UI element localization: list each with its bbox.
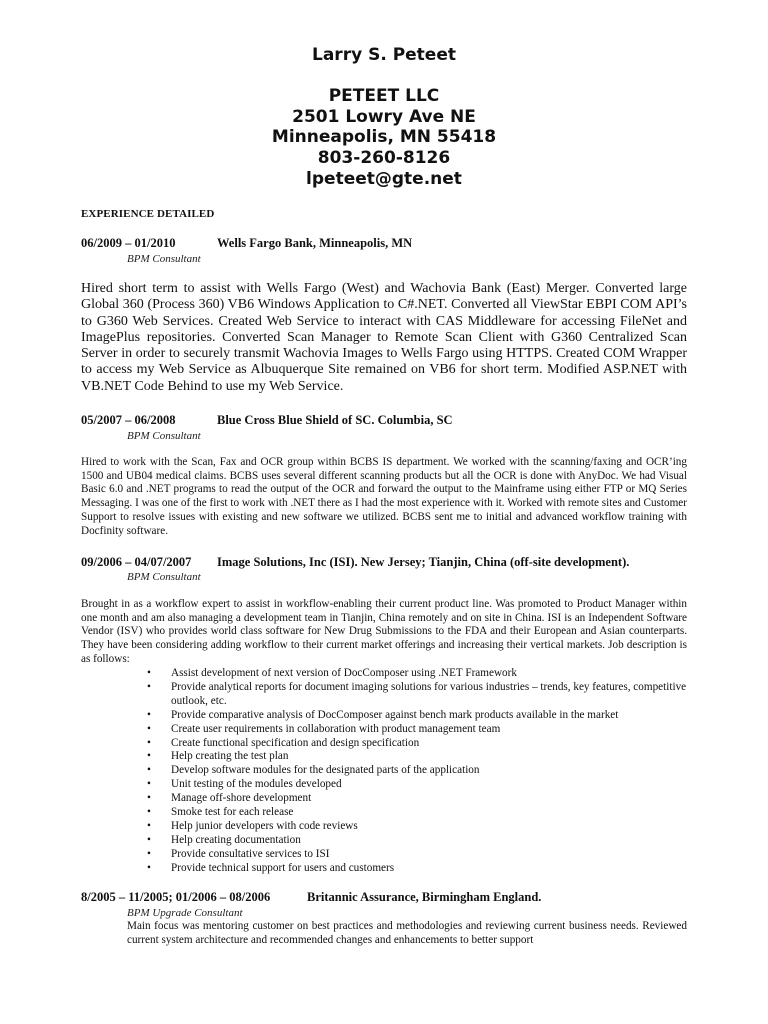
job-role: BPM Consultant — [127, 253, 201, 265]
list-item — [124, 681, 694, 709]
company-name: PETEET LLC — [328, 86, 440, 106]
job-description: Main focus was mentoring customer on best practices and methodologies and reviewing current business needs. Reviewed current system architecture and recommended changes and enhancements to better support — [127, 920, 687, 946]
bullet-icon: • — [147, 722, 151, 735]
job-role: BPM Consultant — [127, 571, 201, 583]
bullet-icon: • — [147, 819, 151, 832]
job-heading — [81, 236, 413, 251]
list-item — [124, 792, 694, 806]
phone-number: 803-260-8126 — [317, 148, 451, 168]
list-item-text: Assist development of next version of DocComposer using .NET Framework — [171, 667, 517, 679]
job-duties-list — [124, 667, 694, 876]
job-dates: 05/2007 – 06/2008 — [81, 413, 176, 427]
job-heading — [81, 890, 542, 905]
job-company: Wells Fargo Bank, Minneapolis, MN — [217, 236, 413, 250]
list-item-text: Help junior developers with code reviews — [171, 819, 358, 832]
list-item — [124, 806, 694, 820]
bullet-icon: • — [147, 847, 151, 860]
job-dates: 06/2009 – 01/2010 — [81, 236, 176, 250]
city-state-zip: Minneapolis, MN 55418 — [271, 127, 497, 147]
list-item — [124, 750, 694, 764]
list-item — [124, 709, 694, 723]
list-item — [124, 820, 694, 834]
list-item — [124, 862, 694, 876]
job-company: Britannic Assurance, Birmingham England. — [307, 890, 542, 904]
bullet-icon: • — [147, 708, 151, 721]
job-role: BPM Consultant — [127, 430, 201, 442]
list-item — [124, 667, 694, 681]
list-item-text: Smoke test for each release — [171, 806, 294, 819]
job-description: Hired short term to assist with Wells Fargo (West) and Wachovia Bank (East) Merger. Converted large Global 360 (Process 360) VB6 Windows Application to C#.NET. Converted all ViewStar EBPI COM API’s to G360 Web Services. Created Web Service to interact with CAS Middleware for accessing FileNet and ImagePlus repositories. Converted Scan Manager to Remote Scan Client with G360 Centralized Scan Server in order to securely transmit Wachovia Images to Wells Fargo using HTTPS. Created COM Wrapper to access my Web Service as Albuquerque Site remained on VB6 for short term. Modified ASP.NET with VB.NET Code Behind to use my Web Service. — [81, 281, 687, 394]
list-item — [124, 834, 694, 848]
list-item — [124, 848, 694, 862]
list-item-text: Manage off-shore development — [171, 792, 312, 805]
list-item-text: Provide consultative services to ISI — [171, 847, 330, 860]
list-item-text: Help creating the test plan — [171, 750, 289, 763]
list-item-text: Provide comparative analysis of DocComposer against bench mark products available in the market — [171, 708, 619, 721]
job-description: Hired to work with the Scan, Fax and OCR group within BCBS IS department. We worked with the scanning/faxing and OCR’ing 1500 and UB04 medical claims. BCBS uses several different scanning products but all the OCR is done with AnyDoc. We had Visual Basic 6.0 and .NET programs to read the output of the OCR and forward the output to the Mainframe using either FTP or MQ Series Messaging. I was one of the first to work with .NET there as I had the most experience with it. Worked with remote sites and Customer Support to resolve issues with existing and new software we utilized. BCBS sent me to initial and advanced workflow training with Docfinity software. — [81, 456, 687, 537]
job-company: Blue Cross Blue Shield of SC. Columbia, SC — [217, 413, 453, 427]
list-item-text: Help creating documentation — [171, 833, 301, 846]
list-item — [124, 778, 694, 792]
list-item — [124, 737, 694, 751]
list-item-text: Provide technical support for users and customers — [171, 861, 395, 874]
street-address: 2501 Lowry Ave NE — [292, 107, 476, 127]
list-item-text: Create functional specification and design specification — [171, 736, 420, 749]
bullet-icon: • — [147, 750, 151, 763]
bullet-icon: • — [147, 861, 151, 874]
list-item-text: Unit testing of the modules developed — [171, 778, 342, 791]
job-heading — [81, 555, 630, 570]
list-item-text: Develop software modules for the designated parts of the application — [171, 764, 480, 777]
bullet-icon: • — [147, 736, 151, 749]
bullet-icon: • — [147, 833, 151, 846]
list-item — [124, 764, 694, 778]
bullet-icon: • — [147, 792, 151, 805]
list-item-text: Create user requirements in collaboration with product management team — [171, 722, 501, 735]
resume-name: Larry S. Peteet — [312, 45, 456, 65]
job-description: Brought in as a workflow expert to assist in workflow-enabling their current product line. Was promoted to Product Manager within one month and am also managing a development team in Tianjin, China remotely and on site in China. ISI is an Independent Software Vendor (ISV) who provides world class software for New Drug Submissions to the FDA and their European and Asian counterparts. They have been considering adding workflow to their current market offerings and increasing their vertical markets. Job description is as follows: — [81, 598, 687, 665]
job-dates: 8/2005 – 11/2005; 01/2006 – 08/2006 — [81, 890, 271, 904]
job-company: Image Solutions, Inc (ISI). New Jersey; Tianjin, China (off-site development). — [217, 555, 630, 569]
job-role: BPM Upgrade Consultant — [127, 907, 243, 919]
job-dates: 09/2006 – 04/07/2007 — [81, 555, 192, 569]
list-item-text: Provide analytical reports for document imaging solutions for various industries – trends, key features, competitive outlook, etc. — [171, 680, 687, 707]
email-address: lpeteet@gte.net — [306, 169, 462, 189]
bullet-icon: • — [147, 806, 151, 819]
bullet-icon: • — [147, 764, 151, 777]
job-heading — [81, 413, 453, 428]
list-item — [124, 723, 694, 737]
bullet-icon: • — [147, 680, 151, 693]
bullet-icon: • — [147, 778, 151, 791]
bullet-icon: • — [147, 667, 151, 679]
section-title: EXPERIENCE DETAILED — [81, 208, 215, 220]
